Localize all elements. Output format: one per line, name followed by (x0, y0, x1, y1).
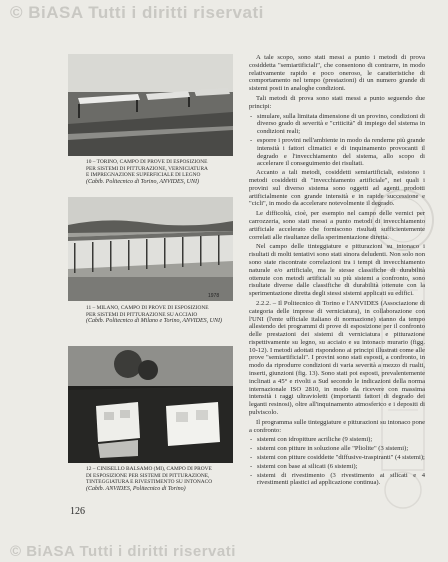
caption-credit: (Cabib. ANVIDES, Politecnico di Torino) (86, 485, 186, 492)
caption-line: 10 – TORINO, CAMPO DI PROVE DI ESPOSIZIONE (86, 159, 208, 165)
paragraph: 2.2.2. – Il Politecnico di Torino e l'ANVIDES (Associazione di categoria delle imprese di verniciatura), in collaborazione con l'UNI (l'ente ufficiale italiano di normazione) stanno da tempo allestendo dei programmi di prove di esposizione per il confronto delle prestazioni dei sistemi di verniciatura e pitturazione rispettivamente su legno, su acciaio e su intonaco murario (figg. 10-12). I metodi adottati rispondono ai principi illustrati come alle prove "semiartificiali". I provini sono stati esposti, a confronto, in modo da riprodurre condizioni di varia severità a mezzo di rualti, inserti, giunzioni (fig. 13). Sono stati poi esposti, prevalentemente inclinati a 45° e rivolti a Sud secondo le indicazioni della norma internazionale ISO 2810, in modo da ricevere con massima intensità i raggi ultravioletti (importanti fattori di degrado dei leganti resinosi), oltre all'inquinamento atmosferico e i depositi di pulviscolo. (249, 299, 425, 417)
paragraph: Tali metodi di prova sono stati messi a punto seguendo due principi: (249, 94, 425, 110)
list-item: - sistemi con base ai silicati (6 sistemi); (249, 463, 425, 471)
list-item: - sistemi con idropitture acriliche (9 sistemi); (249, 436, 425, 444)
photo-milano-exposure-field (68, 197, 233, 301)
paragraph: Le difficoltà, cioè, per esempio nel campo delle vernici per carrozzeria, sono stati messi a punto metodi di invecchiamento artificiale accelerato che forniscono risultati sufficientemente correlati alle risultanze della sperimentazione diretta. (249, 210, 425, 241)
caption-line: TINTEGGIATURA E RIVESTIMENTO SU INTONACO (86, 479, 213, 486)
figure-caption-11 (86, 305, 246, 325)
list-item: - sistemi con pitture cosiddette "diffusive-traspiranti" (4 sistemi); (249, 454, 425, 462)
systems-list (249, 436, 425, 487)
figure-caption-12 (86, 466, 246, 492)
caption-line: E IMPREGNAZIONE SUPERFICIALE DI LEGNO (86, 172, 201, 179)
body-text-column (249, 54, 425, 488)
caption-line: PER SISTEMI DI PITTURAZIONE SU ACCIAIO (86, 311, 198, 318)
paragraph: Nel campo delle tinteggiature e pitturazioni su intonaco i risultati di molti tentativi sono stati sinora deludenti. Non solo non sono state riscontrate correlazioni tra i tempi di invecchiamento naturale e/o artificiale, ma le stesse classifiche di durabilità ottenute con metodi artificiali su più sistemi a confronto, sono risultate diverse dalle classifiche di durabilità ottenute con la sperimentazione diretta degli stessi sistemi applicati su edifici. (249, 243, 425, 298)
caption-credit: (Cabib. Politecnico di Milano e Torino, ANVIDES, UNI) (86, 318, 222, 325)
photo-torino-exposure-field (68, 54, 233, 156)
list-item: - sistemi di rivestimento (3 rivestimento ai silicati e 4 rivestimenti plastici ad applicazione continua). (249, 472, 425, 488)
paragraph: Accanto a tali metodi, cosiddetti semiartificiali, esistono i metodi cosiddetti di "invecchiamento artificiale", nei quali i provini sul diverso sistema sono oggetti ad agenti prodotti artificialmente con grande intensità e in rapide successione e "cicli", in modo da accelerare notevolmente il degrado. (249, 169, 425, 208)
figure-caption-10 (86, 159, 246, 185)
caption-line: DI ESPOSIZIONE PER SISTEMI DI PITTURAZIONE, (86, 472, 210, 479)
svg-text:1978: 1978 (208, 293, 220, 299)
principles-list (249, 113, 425, 169)
paragraph: A tale scopo, sono stati messi a punto i metodi di prova cosiddetta "semiartificiali", che consentono di contrarre, in modo relativamente rapido e poco oneroso, le caratteristiche di comportamento nel tempo (prestazioni) di un numero grande di sistemi posti in analoghe condizioni. (249, 54, 425, 93)
list-item: - simulare, sulla limitata dimensione di un provino, condizioni di diverso grado di severità e "criticità" di impiego del sistema in condizioni reali; (249, 113, 425, 136)
caption-line: PER SISTEMI DI PITTURAZIONE, VERNICIATURA (86, 165, 208, 172)
watermark-top: © BiASA Tutti i diritti riservati (10, 3, 264, 22)
paragraph: Il programma sulle tinteggiature e pitturazioni su intonaco pone a confronto: (249, 418, 425, 434)
page-number: 126 (70, 506, 85, 517)
list-item: - sistemi con pitture in soluzione alle "Pliolite" (3 sistemi); (249, 445, 425, 453)
caption-line: 11 – MILANO, CAMPO DI PROVE DI ESPOSIZIONE (86, 305, 209, 311)
caption-credit: (Cabib. Politecnico di Torino, ANVIDES, UNI) (86, 178, 199, 185)
watermark-bottom: © BiASA Tutti i diritti riservati (10, 543, 236, 560)
list-item: - esporre i provini nell'ambiente in modo da renderne più grande intensità i fattori climatici e di inquinamento provocanti il degrado e l'invecchiamento del sistema, allo scopo di accelerare il conseguimento dei risultati. (249, 137, 425, 168)
photo-cinisello-exposure-field (68, 346, 233, 463)
caption-line: 12 – CINISELLO BALSAMO (MI), CAMPO DI PROVE (86, 466, 212, 472)
